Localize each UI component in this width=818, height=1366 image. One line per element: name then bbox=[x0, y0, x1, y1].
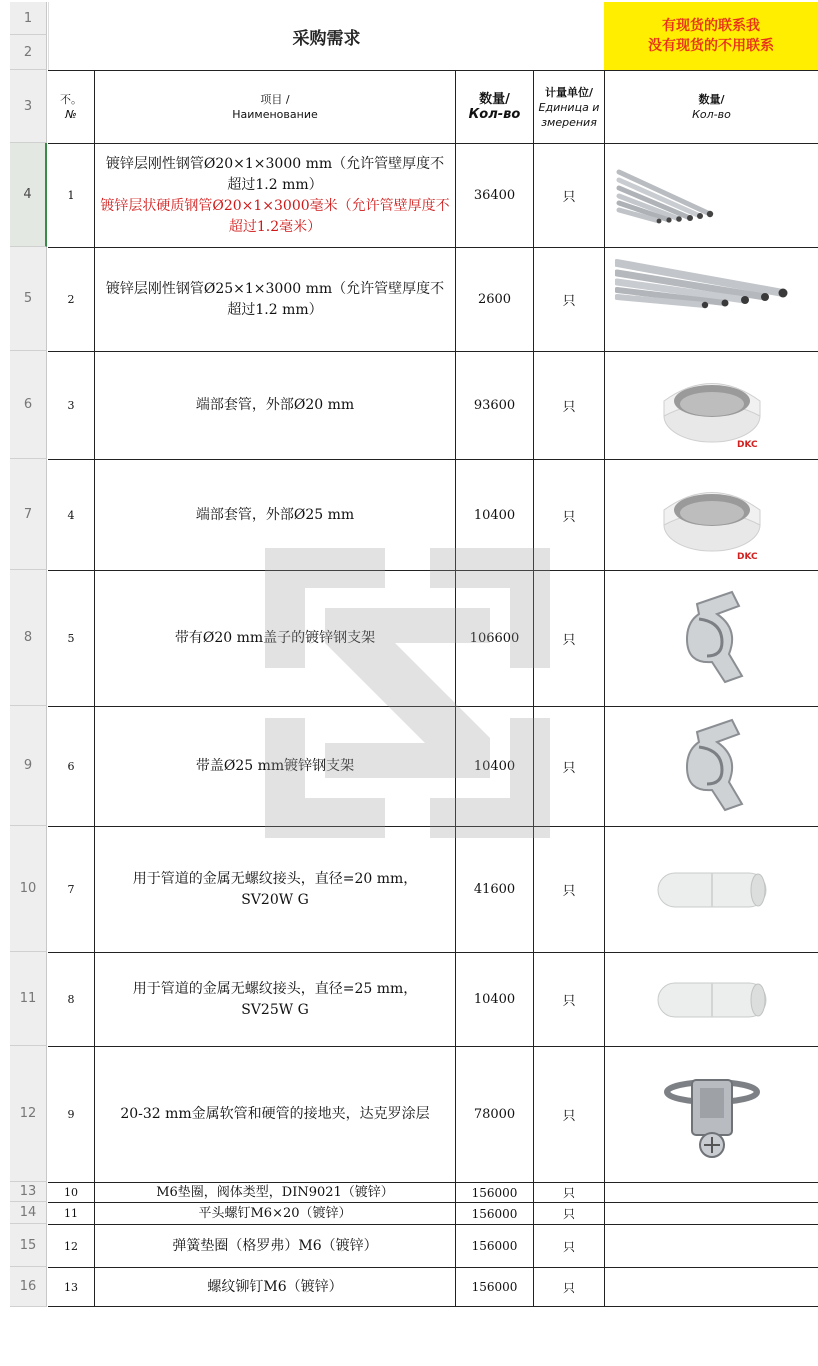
table-row-qty[interactable]: 78000 bbox=[455, 1046, 533, 1182]
item-name: 端部套管，外部Ø25 mm bbox=[195, 506, 355, 523]
sheet-title: 采购需求 bbox=[48, 2, 604, 70]
item-name: 用于管道的金属无螺纹接头，直径=20 mm，SV20W G bbox=[132, 870, 418, 908]
table-row-no[interactable]: 9 bbox=[48, 1046, 94, 1182]
table-row-image bbox=[604, 459, 818, 570]
table-row-name[interactable] bbox=[94, 143, 455, 247]
clip-bracket-icon bbox=[667, 712, 757, 822]
table-row-no[interactable]: 4 bbox=[48, 459, 94, 570]
row-header[interactable]: 10 bbox=[10, 826, 47, 952]
table-row-unit[interactable]: 只 bbox=[533, 1267, 604, 1307]
item-name: 镀锌层刚性钢管Ø20×1×3000 mm（允许管壁厚度不超过1.2 mm） bbox=[105, 155, 445, 193]
row-header[interactable]: 12 bbox=[10, 1046, 47, 1182]
clip-bracket-icon bbox=[667, 584, 757, 694]
row-header[interactable]: 7 bbox=[10, 459, 47, 570]
table-row-qty[interactable]: 41600 bbox=[455, 826, 533, 952]
table-row-no[interactable]: 3 bbox=[48, 351, 94, 459]
notice-line-2: 没有现货的不用联系 bbox=[648, 38, 774, 54]
table-row-image bbox=[604, 1224, 818, 1267]
header-qty-cn: 数量/ bbox=[479, 92, 510, 107]
header-unit-cn: 计量单位/ bbox=[544, 85, 594, 99]
item-name: M6垫圈，阀体类型，DIN9021（镀锌） bbox=[156, 1184, 394, 1200]
table-row-unit[interactable]: 只 bbox=[533, 459, 604, 570]
table-row-unit[interactable]: 只 bbox=[533, 1182, 604, 1202]
item-name: 带盖Ø25 mm镀锌钢支架 bbox=[195, 758, 355, 774]
row-header[interactable]: 2 bbox=[10, 35, 47, 70]
table-row-unit[interactable]: 只 bbox=[533, 826, 604, 952]
table-row-unit[interactable]: 只 bbox=[533, 1224, 604, 1267]
grounding-clamp-icon bbox=[662, 1060, 762, 1170]
table-row-image bbox=[604, 1267, 818, 1307]
item-name: 端部套管，外部Ø20 mm bbox=[195, 397, 355, 413]
item-name: 20-32 mm金属软管和硬管的接地夹，达克罗涂层 bbox=[120, 1106, 430, 1122]
header-item bbox=[94, 70, 455, 143]
table-row-image bbox=[604, 1046, 818, 1182]
table-row-no[interactable]: 12 bbox=[48, 1224, 94, 1267]
header-qty-ru: Кол-во bbox=[468, 107, 521, 122]
header-qty2 bbox=[604, 70, 818, 143]
table-row-no[interactable]: 7 bbox=[48, 826, 94, 952]
table-row-no[interactable]: 11 bbox=[48, 1202, 94, 1224]
table-row-unit[interactable]: 只 bbox=[533, 952, 604, 1046]
header-unit-ru2: змерения bbox=[541, 115, 597, 129]
stock-notice bbox=[604, 2, 818, 70]
brand-logo-dkc: DKC bbox=[737, 440, 758, 450]
table-row-no[interactable]: 6 bbox=[48, 706, 94, 826]
header-qty2-ru: Кол-во bbox=[692, 108, 731, 121]
table-row-name[interactable] bbox=[94, 826, 455, 952]
header-qty bbox=[455, 70, 533, 143]
coupling-icon bbox=[652, 865, 772, 915]
table-row-qty[interactable]: 156000 bbox=[455, 1202, 533, 1224]
table-row-name[interactable] bbox=[94, 459, 455, 570]
coupling-icon bbox=[652, 975, 772, 1025]
header-item-cn: 项目 / bbox=[260, 93, 290, 106]
row-header[interactable]: 8 bbox=[10, 570, 47, 706]
item-name-red: 镀锌层状硬质钢管Ø20×1×3000毫米（允许管壁厚度不超过1.2毫米） bbox=[100, 197, 450, 235]
table-row-image bbox=[604, 570, 818, 706]
end-sleeve-icon bbox=[657, 361, 767, 451]
table-row-unit[interactable]: 只 bbox=[533, 351, 604, 459]
row-header[interactable]: 13 bbox=[10, 1182, 47, 1202]
item-name: 平头螺钉M6×20（镀锌） bbox=[198, 1205, 352, 1221]
table-row-name[interactable] bbox=[94, 570, 455, 706]
table-row-unit[interactable]: 只 bbox=[533, 706, 604, 826]
row-header[interactable]: 4 bbox=[10, 143, 47, 247]
table-row-qty[interactable]: 10400 bbox=[455, 459, 533, 570]
table-row-no[interactable]: 2 bbox=[48, 247, 94, 351]
header-qty2-cn: 数量/ bbox=[698, 93, 725, 106]
table-row-image bbox=[604, 1182, 818, 1202]
table-row-no[interactable]: 10 bbox=[48, 1182, 94, 1202]
brand-logo-dkc: DKC bbox=[737, 552, 758, 562]
item-name: 弹簧垫圈（格罗弗）M6（镀锌） bbox=[172, 1237, 378, 1254]
row-header[interactable]: 16 bbox=[10, 1267, 47, 1307]
table-row-qty[interactable]: 156000 bbox=[455, 1182, 533, 1202]
table-row-image bbox=[604, 826, 818, 952]
table-row-name[interactable] bbox=[94, 1202, 455, 1224]
table-row-unit[interactable]: 只 bbox=[533, 1202, 604, 1224]
table-row-image bbox=[604, 247, 818, 351]
header-unit bbox=[533, 70, 604, 143]
table-row-qty[interactable]: 10400 bbox=[455, 706, 533, 826]
table-row-no[interactable]: 5 bbox=[48, 570, 94, 706]
table-row-unit[interactable]: 只 bbox=[533, 143, 604, 247]
end-sleeve-icon bbox=[657, 470, 767, 560]
table-row-name[interactable] bbox=[94, 952, 455, 1046]
table-row-image bbox=[604, 1202, 818, 1224]
table-row-name[interactable] bbox=[94, 1182, 455, 1202]
table-row-qty[interactable]: 2600 bbox=[455, 247, 533, 351]
header-no bbox=[48, 70, 94, 143]
steel-pipes-icon bbox=[615, 255, 795, 315]
table-row-qty[interactable]: 156000 bbox=[455, 1267, 533, 1307]
table-row-unit[interactable]: 只 bbox=[533, 1046, 604, 1182]
item-name: 螺纹铆钉M6（镀锌） bbox=[207, 1278, 343, 1295]
row-header[interactable]: 5 bbox=[10, 247, 47, 351]
table-row-qty[interactable]: 106600 bbox=[455, 570, 533, 706]
header-item-ru: Наименование bbox=[232, 108, 318, 121]
table-row-image bbox=[604, 706, 818, 826]
header-no-ru: № bbox=[65, 108, 77, 121]
table-row-image bbox=[604, 143, 818, 247]
row-header[interactable]: 11 bbox=[10, 952, 47, 1046]
table-row-name[interactable] bbox=[94, 706, 455, 826]
table-row-qty[interactable]: 156000 bbox=[455, 1224, 533, 1267]
item-name: 用于管道的金属无螺纹接头，直径=25 mm，SV25W G bbox=[132, 980, 418, 1018]
table-row-no[interactable]: 13 bbox=[48, 1267, 94, 1307]
table-row-name[interactable] bbox=[94, 1267, 455, 1307]
item-name: 带有Ø20 mm盖子的镀锌钢支架 bbox=[174, 630, 376, 646]
row-header[interactable]: 6 bbox=[10, 351, 47, 459]
table-row-name[interactable] bbox=[94, 1224, 455, 1267]
table-row-unit[interactable]: 只 bbox=[533, 570, 604, 706]
notice-line-1: 有现货的联系我 bbox=[662, 18, 760, 34]
table-row-image bbox=[604, 351, 818, 459]
item-name: 镀锌层刚性钢管Ø25×1×3000 mm（允许管壁厚度不超过1.2 mm） bbox=[105, 280, 445, 318]
table-row-no[interactable]: 1 bbox=[48, 143, 94, 247]
table-row-no[interactable]: 8 bbox=[48, 952, 94, 1046]
row-header[interactable]: 3 bbox=[10, 70, 47, 143]
table-row-image bbox=[604, 952, 818, 1046]
row-header[interactable]: 9 bbox=[10, 706, 47, 826]
table-row-name[interactable] bbox=[94, 247, 455, 351]
row-header[interactable]: 15 bbox=[10, 1224, 47, 1267]
steel-pipes-icon bbox=[615, 166, 725, 226]
table-row-qty[interactable]: 36400 bbox=[455, 143, 533, 247]
row-header[interactable]: 14 bbox=[10, 1202, 47, 1224]
table-row-name[interactable] bbox=[94, 351, 455, 459]
row-header[interactable]: 1 bbox=[10, 2, 47, 35]
header-no-cn: 不。 bbox=[60, 93, 82, 106]
table-row-qty[interactable]: 10400 bbox=[455, 952, 533, 1046]
table-row-qty[interactable]: 93600 bbox=[455, 351, 533, 459]
header-unit-ru1: Единица и bbox=[538, 100, 600, 114]
table-row-unit[interactable]: 只 bbox=[533, 247, 604, 351]
table-row-name[interactable] bbox=[94, 1046, 455, 1182]
